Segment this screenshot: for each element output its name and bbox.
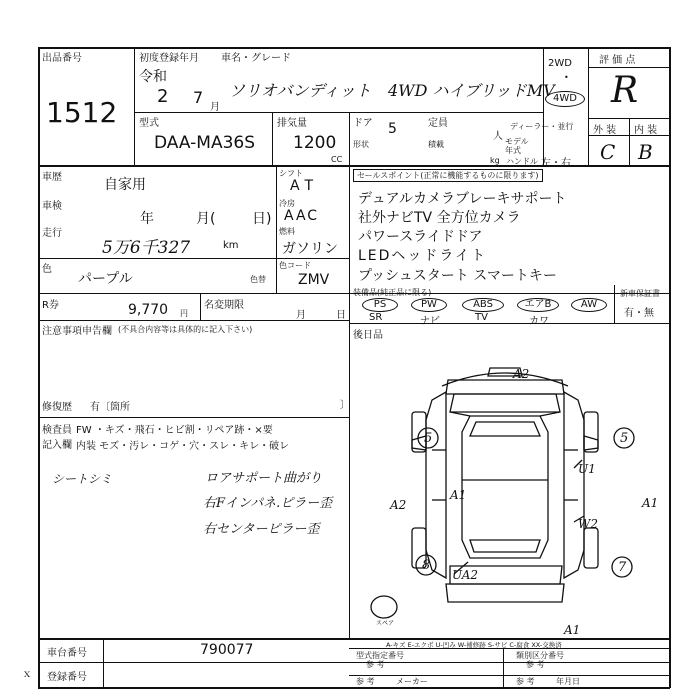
notes-label: 注意事項申告欄 bbox=[42, 326, 112, 337]
color: パープル bbox=[78, 271, 133, 287]
color-code: ZMV bbox=[298, 272, 330, 288]
car-name: ソリオバンディット bbox=[229, 81, 372, 100]
diag-a2-left: A2 bbox=[390, 498, 407, 512]
reg-month: 7 bbox=[193, 88, 204, 107]
aftermarket-label: 後日品 bbox=[353, 330, 383, 341]
doors-label: ドア bbox=[353, 118, 373, 129]
displacement: 1200 bbox=[293, 133, 337, 153]
drive-separator: • bbox=[564, 73, 569, 82]
exterior-label: 外 装 bbox=[593, 125, 617, 136]
diag-a1-left: A1 bbox=[450, 488, 467, 502]
equipment-sub: (純正品に限る) bbox=[377, 288, 432, 297]
lot-number: 1512 bbox=[46, 96, 118, 129]
chassis-number: 790077 bbox=[200, 642, 254, 658]
fuel: ガソリン bbox=[282, 241, 338, 257]
overall-score: R bbox=[611, 70, 639, 111]
diag-a1-right: A1 bbox=[642, 496, 659, 510]
mileage-label: 走行 bbox=[42, 228, 62, 239]
sales-point-4: LEDヘッドライト bbox=[358, 248, 488, 264]
lot-label: 出品番号 bbox=[42, 53, 82, 64]
shift: AT bbox=[290, 178, 320, 194]
cc-unit: CC bbox=[331, 155, 343, 164]
shape-label: 形状 bbox=[353, 140, 369, 149]
car-grade: 4WD ハイブリッドMV bbox=[388, 81, 555, 100]
handle-options: 左・右 bbox=[541, 158, 571, 169]
name-grade-label: 車名・グレード bbox=[221, 53, 291, 64]
model-code: DAA-MA36S bbox=[154, 133, 256, 153]
diag-circle-7: 7 bbox=[618, 560, 627, 575]
history-label: 車歴 bbox=[42, 172, 62, 183]
interior-label: 内 装 bbox=[634, 125, 658, 136]
handle-label: ハンドル bbox=[506, 157, 538, 166]
equip-tv: TV bbox=[475, 312, 488, 323]
warranty-label: 新車保証書 bbox=[620, 289, 660, 298]
interior-score: B bbox=[638, 140, 653, 164]
diag-circle-8: 8 bbox=[422, 558, 431, 573]
outer-bottom bbox=[38, 687, 670, 689]
load-label: 積載 bbox=[428, 140, 444, 149]
km-unit: km bbox=[223, 240, 239, 251]
diag-a1-bottom: A1 bbox=[564, 623, 581, 637]
model-year-label: モデル年式 bbox=[505, 137, 529, 155]
history: 自家用 bbox=[104, 177, 146, 193]
mileage: 5万6千327 bbox=[102, 238, 191, 258]
handwritten-note-1: シートシミ bbox=[52, 472, 113, 486]
name-change-month: 月 bbox=[296, 310, 306, 321]
sales-point-3: パワースライドドア bbox=[358, 229, 483, 245]
kg-unit: kg bbox=[490, 156, 500, 165]
check-items-2: 内装 モズ・汚レ・コゲ・穴・スレ・キレ・破レ bbox=[76, 441, 290, 452]
inspection-month: 月( bbox=[196, 211, 216, 227]
diag-circle-5-left: 5 bbox=[424, 431, 433, 446]
color-no-label: 色替 bbox=[250, 275, 266, 284]
dealer-label: ディーラー・並行 bbox=[510, 122, 574, 131]
exterior-score: C bbox=[600, 140, 616, 164]
spec-no-label: 型式指定番号 bbox=[356, 651, 404, 660]
drive-4wd-circled: 4WD bbox=[545, 91, 585, 107]
equip-leather: カワ bbox=[529, 316, 549, 327]
sales-point-2: 社外ナビTV 全方位カメラ bbox=[358, 210, 521, 226]
class-no-label: 類別区分番号 bbox=[516, 651, 564, 660]
inspection-day: 日) bbox=[252, 211, 272, 227]
reg-number-label: 登録番号 bbox=[47, 672, 87, 683]
diag-a2-top: A2 bbox=[513, 367, 530, 381]
check-label-2: 記入欄 bbox=[42, 440, 72, 451]
chassis-label: 車台番号 bbox=[47, 648, 87, 659]
sales-title: セールスポイント(正常に機能するものに限ります) bbox=[353, 169, 543, 182]
diag-spare-label: スペア bbox=[376, 620, 395, 627]
class-ref: 参 考 bbox=[526, 660, 545, 669]
handwritten-note-4: 右センターピラー歪 bbox=[203, 522, 320, 537]
sales-point-1: デュアルカメラブレーキサポート bbox=[358, 191, 567, 207]
handwritten-note-2: ロアサポート曲がり bbox=[205, 471, 323, 486]
inspection-year: 年 bbox=[140, 211, 154, 227]
fuel-label: 燃料 bbox=[279, 227, 295, 236]
equip-ps: PS bbox=[362, 298, 398, 312]
equip-airbag: エアB bbox=[517, 298, 559, 312]
shift-label: シフト bbox=[279, 169, 303, 178]
ac: AAC bbox=[284, 208, 320, 224]
check-label-1: 検査員 bbox=[42, 425, 72, 436]
first-reg-label: 初度登録年月 bbox=[139, 53, 199, 64]
model-label: 型式 bbox=[139, 118, 159, 129]
spec-ref: 参 考 bbox=[366, 660, 385, 669]
date-ref: 参 考 bbox=[516, 677, 535, 686]
check-items-1: FW ・キズ・飛石・ヒビ割・リペア跡・×要 bbox=[76, 425, 273, 436]
equip-aw: AW bbox=[571, 298, 607, 312]
sales-point-5: プッシュスタート スマートキー bbox=[358, 268, 557, 284]
reg-year: 2 bbox=[157, 86, 169, 107]
maker-ref: 参 考 bbox=[356, 677, 375, 686]
name-change-label: 名変期限 bbox=[204, 300, 244, 311]
diag-u1: U1 bbox=[578, 462, 596, 476]
name-change-day: 日 bbox=[336, 310, 346, 321]
yen-unit: 円 bbox=[180, 309, 188, 318]
grade-label: 評 価 点 bbox=[599, 55, 636, 66]
repair-value: 有〔箇所 bbox=[90, 402, 130, 413]
recycle-label: R券 bbox=[42, 300, 59, 311]
damage-legend: A-キズ E-エクボ U-凹み W-補修跡 S-サビ C-腐食 XX-交換済 bbox=[386, 641, 562, 649]
diag-w2: W2 bbox=[578, 517, 598, 531]
equip-sr: SR bbox=[369, 312, 383, 323]
margin-mark: ｘ bbox=[22, 669, 32, 680]
repair-close: 〕 bbox=[340, 400, 350, 411]
ac-label: 冷房 bbox=[279, 199, 295, 208]
equipment-label bbox=[353, 287, 431, 298]
diag-ua2: UA2 bbox=[452, 568, 479, 582]
maker-label: メーカー bbox=[396, 677, 428, 686]
doors: 5 bbox=[388, 121, 397, 137]
person-unit: 人 bbox=[493, 131, 503, 142]
car-damage-diagram bbox=[350, 320, 670, 640]
equip-pw: PW bbox=[411, 298, 447, 312]
outer-left bbox=[38, 47, 40, 688]
outer-top bbox=[38, 47, 670, 49]
equipment-label-text: 装備品 bbox=[353, 288, 377, 297]
repair-label: 修復歴 bbox=[42, 402, 72, 413]
capacity-label: 定員 bbox=[428, 118, 448, 129]
notes-sub: (不具合内容等は具体的に記入下さい) bbox=[118, 325, 253, 334]
diag-circle-5-right: 5 bbox=[620, 431, 629, 446]
recycle: 9,770 bbox=[128, 302, 169, 318]
month-unit: 月 bbox=[210, 102, 220, 113]
inspection-label: 車検 bbox=[42, 201, 62, 212]
date-label: 年月日 bbox=[556, 677, 580, 686]
warranty: 有・無 bbox=[624, 308, 654, 319]
handwritten-note-3: 右Fインパネ.ピラー歪 bbox=[203, 496, 333, 511]
color-label: 色 bbox=[42, 264, 52, 275]
drive-2wd: 2WD bbox=[548, 58, 572, 69]
color-code-label: 色コード bbox=[279, 261, 311, 270]
equip-navi: ナビ bbox=[420, 316, 440, 327]
displacement-label: 排気量 bbox=[277, 118, 307, 129]
era: 令和 bbox=[139, 69, 167, 85]
equip-abs: ABS bbox=[462, 298, 504, 312]
